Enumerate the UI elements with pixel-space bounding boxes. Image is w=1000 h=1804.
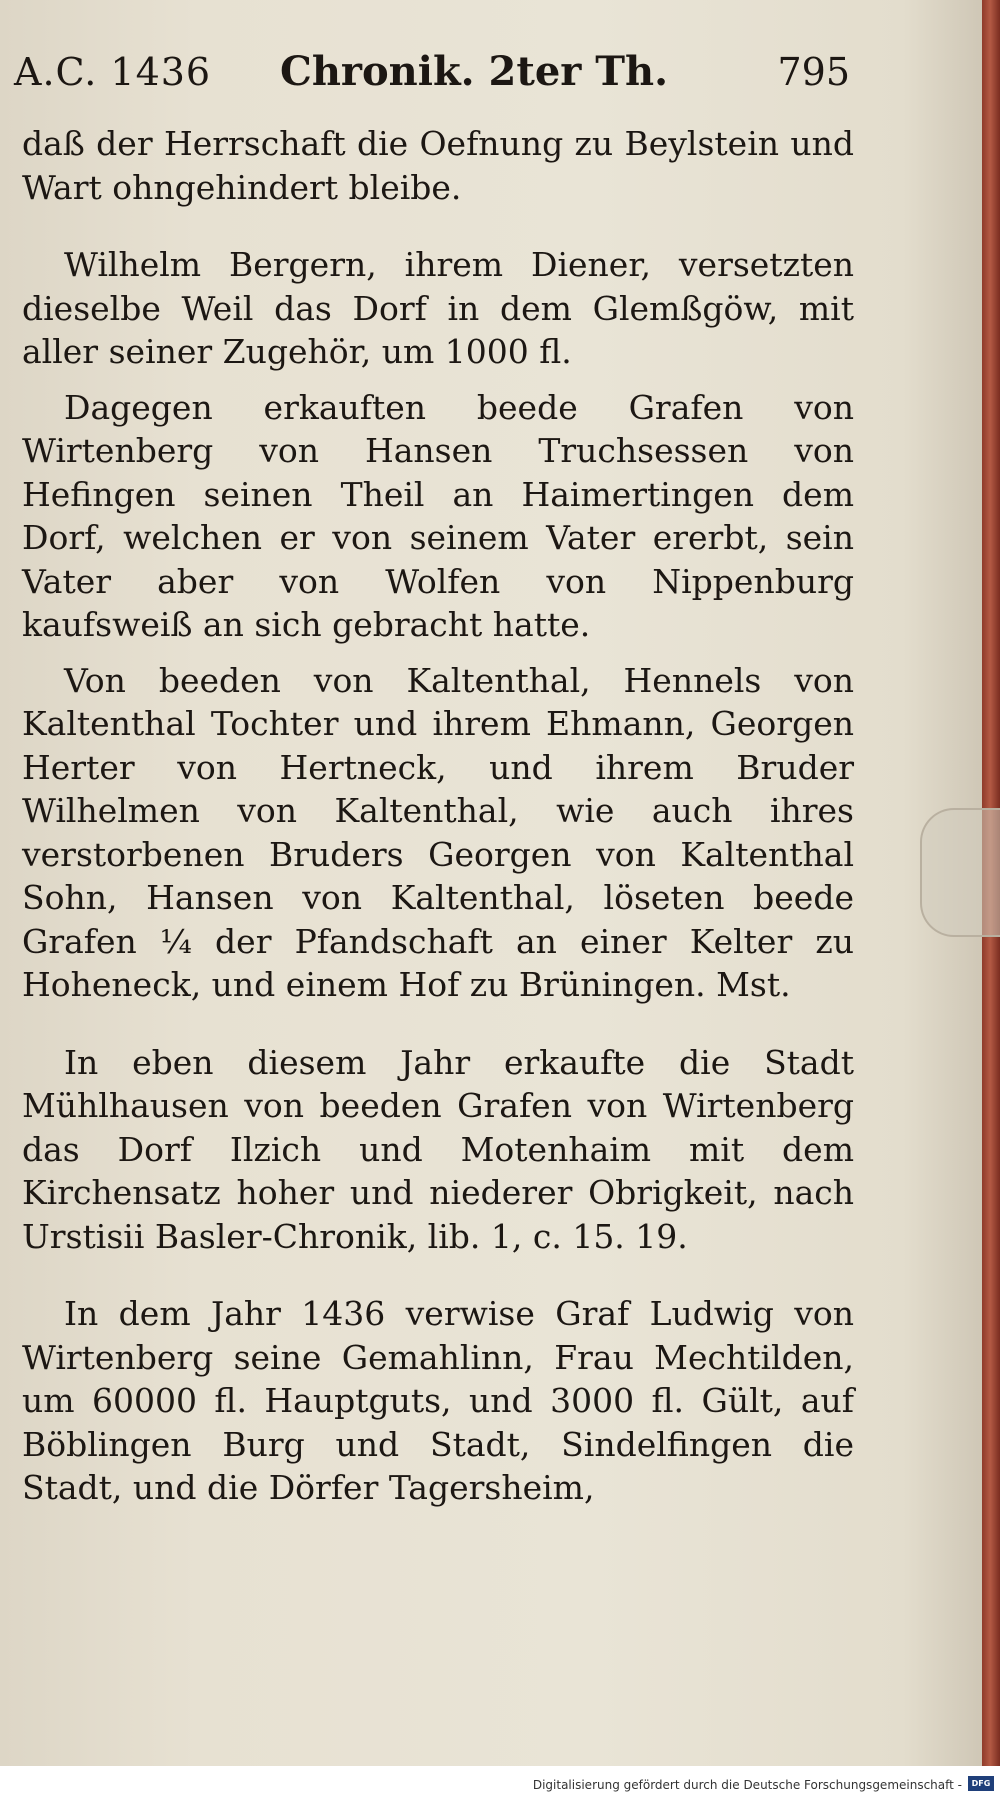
dfg-logo-icon: DFG — [968, 1776, 994, 1791]
paragraph-1: daß der Herrschaft die Oefnung zu Beylstein und Wart ohngehindert bleibe. — [22, 124, 854, 207]
paragraph-2: Wilhelm Bergern, ihrem Diener, versetzten dieselbe Weil das Dorf in dem Glemßgöw, mit aller seiner Zugehör, um 1000 fl. — [22, 245, 854, 371]
header-title: Chronik. 2ter Th. — [280, 48, 669, 95]
thumb-tab-mark — [920, 808, 1000, 937]
page-number: 795 — [777, 50, 850, 94]
header-year: A.C. 1436 — [14, 50, 212, 94]
digitization-footer — [0, 1766, 1000, 1804]
paragraph-3: Dagegen erkauften beede Grafen von Wirtenberg von Hansen Truchsessen von Hefingen seinen Theil an Haimertingen dem Dorf, welchen er von seinem Vater ererbt, sein Vater aber von Wolfen von Nippenburg kaufsweiß an sich gebracht hatte. — [22, 387, 854, 644]
running-header — [14, 46, 850, 106]
page-body — [22, 122, 854, 1510]
footer-credit: Digitalisierung gefördert durch die Deutsche Forschungsgemeinschaft - — [532, 1778, 962, 1792]
paragraph-6: In dem Jahr 1436 verwise Graf Ludwig von Wirtenberg seine Gemahlinn, Frau Mechtilden, um 60000 fl. Hauptguts, und 3000 fl. Gült, auf Böblingen Burg und Stadt, Sindelfingen die Stadt, und die Dörfer Tagersheim, — [22, 1294, 854, 1507]
paragraph-4: Von beeden von Kaltenthal, Hennels von Kaltenthal Tochter und ihrem Ehmann, Georgen Herter von Hertneck, und ihrem Bruder Wilhelmen von Kaltenthal, wie auch ihres verstorbenen Bruders Georgen von Kaltenthal Sohn, Hansen von Kaltenthal, löseten beede Grafen ¼ der Pfandschaft an einer Kelter zu Hoheneck, und einem Hof zu Brüningen. Mst. — [22, 660, 854, 1004]
paragraph-5: In eben diesem Jahr erkaufte die Stadt Mühlhausen von beeden Grafen von Wirtenberg das Dorf Ilzich und Motenhaim mit dem Kirchensatz hoher und niederer Obrigkeit, nach Urstisii Basler-Chronik, lib. 1, c. 15. 19. — [22, 1042, 854, 1256]
